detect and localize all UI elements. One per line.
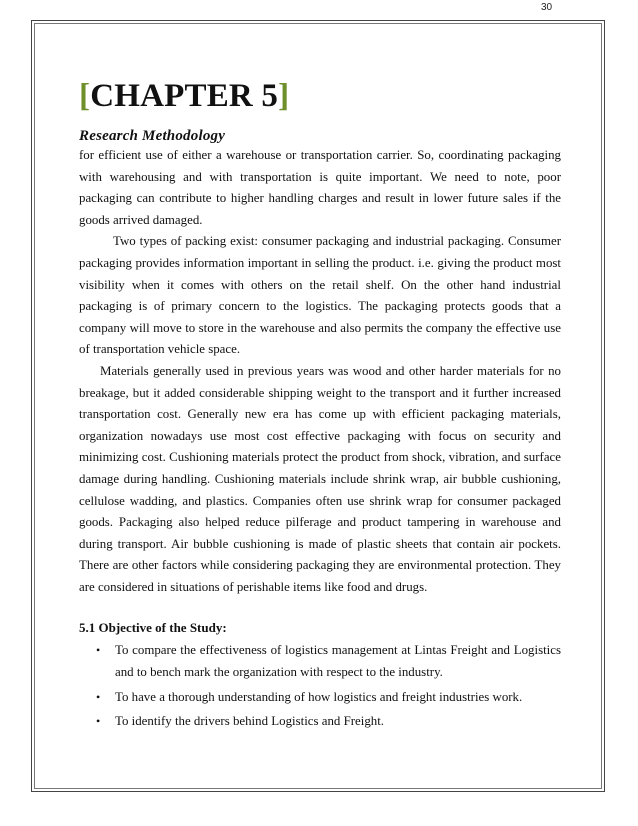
chapter-title <box>79 77 561 115</box>
list-item <box>79 640 561 683</box>
paragraph-continuation: for efficient use of either a warehouse or transportation carrier. So, coordinating packaging with warehousing and with transportation is quite important. We need to note, poor packaging can contribute to higher handling charges and result in lower future sales if the goods arrived damaged. <box>79 148 561 227</box>
bullet-icon: • <box>96 714 101 729</box>
objective-text: To compare the effectiveness of logistics management at Lintas Freight and Logistics and to bench mark the organization with respect to the industry. <box>115 643 561 680</box>
objectives-list <box>79 640 561 732</box>
bullet-icon: • <box>96 689 101 704</box>
objective-text: To identify the drivers behind Logistics and Freight. <box>115 714 385 729</box>
paragraph-packaging-types: Two types of packing exist: consumer packaging and industrial packaging. Consumer packaging provides information important in selling the product. i.e. giving the product most visibility when it comes with others on the retail shelf. On the other hand industrial packaging is of primary concern to the logistics. The packaging protects goods that a company will move to store in the warehouse and also permits the company the effective use of transportation vehicle space. <box>79 234 561 357</box>
list-item <box>79 687 561 709</box>
paragraph-packaging-materials: Materials generally used in previous years was wood and other harder materials for no breakage, but it added considerable shipping weight to the transport and it further increased transportation cost. Generally new era has come up with efficient packaging materials, organization nowadays use most cost effective packaging with focus on security and minimizing cost. Cushioning materials protect the product from shock, vibration, and surface damage during handling. Cushioning materials include shrink wrap, air bubble cushioning, cellulose wadding, and plastics. Companies often use shrink wrap for consumer packaged goods. Packaging also helped reduce pilferage and product tampering in warehouse and during transport. Air bubble cushioning is made of plastic sheets that contain air pockets. There are other factors while considering packaging they are environmental protection. They are considered in situations of perishable items like food and drugs. <box>79 363 561 594</box>
objective-text: To have a thorough understanding of how logistics and freight industries work. <box>115 689 523 704</box>
spacer <box>79 598 561 618</box>
chapter-close-bracket: ] <box>278 78 290 114</box>
chapter-open-bracket: [ <box>79 78 91 114</box>
page-number: 30 <box>541 2 553 13</box>
bullet-icon: • <box>96 643 101 658</box>
list-item <box>79 711 561 733</box>
page-content <box>79 77 561 736</box>
objectives-heading: 5.1 Objective of the Study: <box>79 620 227 636</box>
chapter-title-text: CHAPTER 5 <box>90 78 279 114</box>
section-title: Research Methodology <box>79 128 226 144</box>
